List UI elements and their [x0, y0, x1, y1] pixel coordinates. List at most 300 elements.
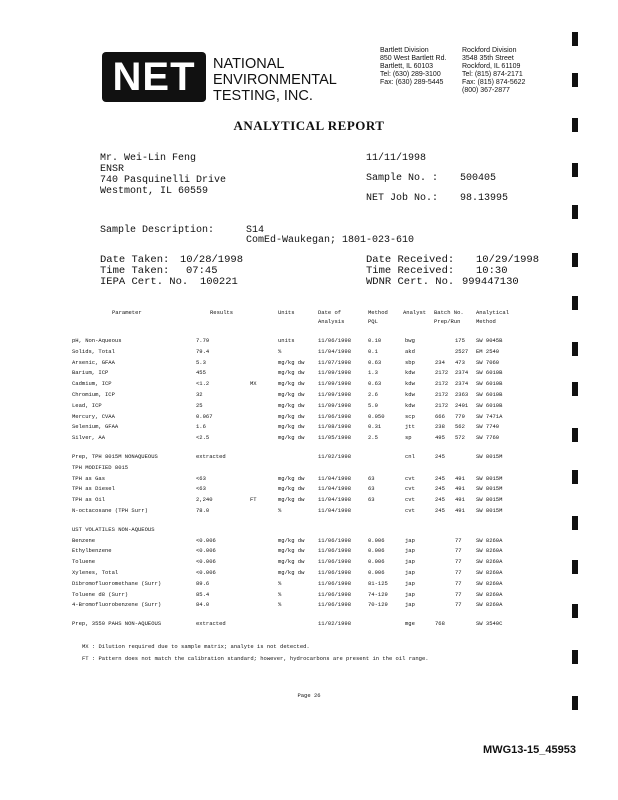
row-units: mg/kg dw	[278, 474, 305, 482]
row-parameter: N-octacosane (TPH Surr)	[72, 507, 148, 514]
note-mx: MX : Dilution required due to sample matrix; analyte is not detected.	[82, 643, 310, 650]
table-row	[0, 526, 618, 536]
row-units: mg/kg dw	[278, 485, 305, 493]
row-method: SW 8260A	[476, 579, 503, 587]
row-date: 11/04/1998	[318, 485, 352, 493]
row-result: <1.2	[196, 380, 210, 388]
row-units: %	[278, 507, 282, 514]
table-row	[0, 475, 618, 485]
row-parameter: Chromium, ICP	[72, 391, 115, 398]
row-batch-run: 572	[455, 434, 465, 442]
row-date: 11/06/1998	[318, 412, 352, 420]
row-result: 89.6	[196, 579, 210, 587]
row-result: <63	[196, 474, 206, 482]
row-units: mg/kg dw	[278, 391, 305, 398]
row-result: <0.006	[196, 558, 216, 566]
wdnr-label: WDNR Cert. No.	[366, 276, 455, 288]
row-batch-run: 562	[455, 423, 465, 431]
sample-no-label: Sample No. :	[366, 173, 439, 184]
row-analyst: scp	[405, 412, 415, 420]
row-analyst: cvt	[405, 474, 415, 482]
row-pql: 63	[368, 485, 375, 493]
row-result: <63	[196, 485, 206, 493]
bartlett-line: Tel: (630) 289-3100	[380, 71, 441, 78]
row-batch-prep: 666	[435, 412, 445, 420]
row-batch-prep: 245	[435, 507, 445, 514]
row-date: 11/07/1998	[318, 358, 352, 366]
row-units: %	[278, 590, 282, 598]
row-method: SW 8260A	[476, 569, 503, 576]
row-batch-run: 491	[455, 485, 465, 493]
row-units: mg/kg dw	[278, 423, 305, 431]
row-method: EM 2540	[476, 347, 500, 355]
row-method: SW 8260A	[476, 590, 503, 598]
row-result: 1.6	[196, 423, 206, 431]
edge-mark	[572, 253, 578, 267]
row-method: SW 6010B	[476, 369, 503, 377]
wdnr-cert: 999447130	[462, 276, 519, 288]
row-pql: 70-129	[368, 601, 388, 609]
edge-mark	[572, 604, 578, 618]
row-analyst: kdw	[405, 391, 415, 398]
table-row	[0, 369, 618, 379]
row-batch-prep: 238	[435, 423, 445, 431]
row-method: SW 9045B	[476, 337, 503, 344]
bartlett-address	[380, 47, 446, 87]
table-row	[0, 413, 618, 423]
job-no: 98.13995	[460, 193, 509, 204]
row-analyst: sbp	[405, 358, 415, 366]
col-date-line2: Analysis	[318, 318, 345, 325]
row-pql: 0.050	[368, 412, 385, 420]
table-row	[0, 569, 618, 579]
row-parameter: pH, Non-Aqueous	[72, 337, 122, 344]
table-row	[0, 558, 618, 568]
table-row	[0, 380, 618, 390]
col-parameter: Parameter	[112, 309, 142, 316]
row-parameter: Prep, TPH 8015M NONAQUEOUS	[72, 453, 158, 460]
row-parameter: Ethylbenzene	[72, 547, 112, 555]
company-line-1: NATIONAL	[213, 56, 285, 72]
row-batch-run: 175	[455, 337, 465, 344]
row-pql: 0.006	[368, 547, 385, 555]
row-method: SW 8260A	[476, 547, 503, 555]
row-pql: 74-129	[368, 590, 388, 598]
col-method-line1: Method	[368, 309, 388, 316]
row-parameter: Solids, Total	[72, 347, 115, 355]
bartlett-line: Bartlett, IL 60103	[380, 63, 434, 70]
bartlett-line: Fax: (630) 289-5445	[380, 79, 444, 86]
row-result: 78.0	[196, 507, 210, 514]
rockford-line: Tel: (815) 874-2171	[462, 71, 523, 78]
rockford-line: 3548 35th Street	[462, 55, 514, 62]
row-result: 79.4	[196, 347, 210, 355]
row-batch-run: 2527	[455, 347, 469, 355]
row-method: SW 8260A	[476, 601, 503, 609]
row-batch-run: 77	[455, 579, 462, 587]
row-result: 455	[196, 369, 206, 377]
iepa-cert: 100221	[200, 276, 238, 288]
row-analyst: jap	[405, 536, 415, 544]
row-parameter: Dibromofluoromethane (Surr)	[72, 579, 162, 587]
row-parameter: TPH as Oil	[72, 496, 106, 504]
col-date-line1: Date of	[318, 309, 342, 316]
row-result: <0.006	[196, 536, 216, 544]
row-batch-prep: 245	[435, 453, 445, 460]
row-batch-run: 77	[455, 569, 462, 576]
row-date: 11/05/1998	[318, 434, 352, 442]
row-units: mg/kg dw	[278, 369, 305, 377]
row-method: SW 8015M	[476, 507, 503, 514]
row-batch-run: 2374	[455, 380, 469, 388]
col-batch-line2: Prep/Run	[434, 318, 461, 325]
row-parameter: TPH MODIFIED 8015	[72, 463, 129, 471]
row-pql: 0.10	[368, 337, 382, 344]
row-analyst: jap	[405, 569, 415, 576]
row-batch-prep: 2172	[435, 380, 449, 388]
edge-mark	[572, 32, 578, 46]
bartlett-line: 850 West Bartlett Rd.	[380, 55, 447, 62]
row-date: 11/06/1998	[318, 590, 352, 598]
edge-mark	[572, 428, 578, 442]
row-batch-run: 77	[455, 558, 462, 566]
row-batch-run: 77	[455, 590, 462, 598]
row-batch-prep: 245	[435, 496, 445, 504]
row-result: 85.4	[196, 590, 210, 598]
row-date: 11/06/1998	[318, 558, 352, 566]
row-batch-run: 491	[455, 507, 465, 514]
row-units: mg/kg dw	[278, 558, 305, 566]
row-date: 11/04/1998	[318, 496, 352, 504]
row-pql: 2.5	[368, 434, 378, 442]
row-analyst: kdw	[405, 380, 415, 388]
row-analyst: mge	[405, 620, 415, 628]
row-date: 11/02/1998	[318, 453, 352, 460]
row-date: 11/06/1998	[318, 579, 352, 587]
row-result: 0.067	[196, 412, 213, 420]
row-analyst: jap	[405, 590, 415, 598]
edge-mark	[572, 296, 578, 310]
row-units: mg/kg dw	[278, 536, 305, 544]
row-method: SW 8260A	[476, 536, 503, 544]
row-units: mg/kg dw	[278, 547, 305, 555]
time-taken: 07:45	[186, 265, 218, 277]
row-units: %	[278, 579, 282, 587]
row-units: mg/kg dw	[278, 401, 305, 409]
row-date: 11/04/1998	[318, 347, 352, 355]
row-analyst: kdw	[405, 369, 415, 377]
row-parameter: Arsenic, GFAA	[72, 358, 115, 366]
row-pql: 0.63	[368, 380, 382, 388]
row-date: 11/06/1998	[318, 547, 352, 555]
edge-mark	[572, 696, 578, 710]
row-parameter: Prep, 3550 PAHS NON-AQUEOUS	[72, 620, 162, 628]
row-analyst: kdw	[405, 401, 415, 409]
row-parameter: TPH as Diesel	[72, 485, 115, 493]
row-batch-run: 2363	[455, 391, 469, 398]
row-analyst: sp	[405, 434, 412, 442]
row-result: 7.79	[196, 337, 210, 344]
row-date: 11/09/1998	[318, 391, 352, 398]
time-received: 10:30	[476, 265, 508, 277]
row-pql: 0.006	[368, 536, 385, 544]
table-row	[0, 485, 618, 495]
sample-desc-1: S14	[246, 225, 265, 236]
col-batch-line1: Batch No.	[434, 309, 464, 316]
table-row	[0, 423, 618, 433]
row-batch-prep: 234	[435, 358, 445, 366]
col-units: Units	[278, 309, 295, 316]
row-method: SW 7760	[476, 434, 500, 442]
row-pql: 5.0	[368, 401, 378, 409]
rockford-line: Rockford, IL 61109	[462, 63, 521, 70]
client-street: 740 Pasquinelli Drive	[100, 175, 227, 186]
table-row	[0, 391, 618, 401]
row-pql: 0.1	[368, 347, 378, 355]
sample-no: 500405	[460, 173, 497, 184]
row-batch-prep: 2172	[435, 391, 449, 398]
row-batch-run: 77	[455, 536, 462, 544]
date-received-label: Date Received:	[366, 254, 455, 266]
row-parameter: Xylenes, Total	[72, 569, 119, 576]
row-parameter: Toluene	[72, 558, 96, 566]
row-result: extracted	[196, 453, 226, 460]
row-parameter: Benzene	[72, 536, 96, 544]
row-method: SW 8015M	[476, 485, 503, 493]
col-analyst: Analyst	[403, 309, 427, 316]
row-analyst: jtt	[405, 423, 415, 431]
row-method: SW 6010B	[476, 391, 503, 398]
row-pql: 1.3	[368, 369, 378, 377]
rockford-address	[462, 47, 525, 95]
row-analyst: cvt	[405, 507, 415, 514]
row-pql: 0.006	[368, 569, 385, 576]
row-date: 11/09/1998	[318, 380, 352, 388]
row-analyst: jap	[405, 558, 415, 566]
col-batch	[434, 308, 464, 326]
row-date: 11/06/1998	[318, 601, 352, 609]
table-row	[0, 591, 618, 601]
company-line-2: ENVIRONMENTAL	[213, 72, 337, 88]
row-method: SW 6010B	[476, 401, 503, 409]
registered-mark: ®	[201, 96, 207, 103]
bartlett-line: Bartlett Division	[380, 47, 429, 54]
row-units: mg/kg dw	[278, 412, 305, 420]
row-batch-run: 2401	[455, 401, 469, 409]
client-company: ENSR	[100, 164, 125, 175]
table-row	[0, 507, 618, 517]
row-analyst: jap	[405, 547, 415, 555]
col-date	[318, 308, 344, 326]
rockford-line: Fax: (815) 874-5622	[462, 79, 526, 86]
row-method: SW 7471A	[476, 412, 503, 420]
date-received: 10/29/1998	[476, 254, 540, 266]
row-batch-run: 2374	[455, 369, 469, 377]
bates-number: MWG13-15_45953	[483, 744, 576, 756]
table-row	[0, 464, 618, 474]
edge-mark	[572, 516, 578, 530]
row-batch-prep: 245	[435, 485, 445, 493]
row-method: SW 6010B	[476, 380, 503, 388]
row-flag: MX	[250, 380, 257, 388]
edge-mark	[572, 382, 578, 396]
row-batch-prep: 2172	[435, 401, 449, 409]
row-method: SW 7060	[476, 358, 500, 366]
row-pql: 0.006	[368, 558, 385, 566]
edge-mark	[572, 650, 578, 664]
row-pql: 63	[368, 474, 375, 482]
row-parameter: Toluene d8 (Surr)	[72, 590, 129, 598]
row-date: 11/02/1998	[318, 620, 352, 628]
col-method-line2: PQL	[368, 318, 378, 325]
table-row	[0, 547, 618, 557]
row-method: SW 3540C	[476, 620, 503, 628]
row-batch-prep: 495	[435, 434, 445, 442]
col-analytical-line1: Analytical	[476, 309, 510, 316]
note-ft: FT : Pattern does not match the calibration standard; however, hydrocarbons are present in the oil range.	[82, 655, 429, 662]
row-parameter: Mercury, CVAA	[72, 412, 115, 420]
row-units: mg/kg dw	[278, 434, 305, 442]
row-analyst: akd	[405, 347, 415, 355]
col-results: Results	[210, 309, 234, 316]
row-method: SW 8260A	[476, 558, 503, 566]
edge-mark	[572, 73, 578, 87]
edge-mark	[572, 163, 578, 177]
edge-mark	[572, 342, 578, 356]
edge-mark	[572, 560, 578, 574]
rockford-line: (800) 367-2877	[462, 87, 510, 94]
row-parameter: Selenium, GFAA	[72, 423, 119, 431]
row-method: SW 8015M	[476, 474, 503, 482]
rockford-line: Rockford Division	[462, 47, 517, 54]
row-date: 11/04/1998	[318, 474, 352, 482]
row-result: <0.006	[196, 569, 216, 576]
row-pql: 0.31	[368, 423, 382, 431]
col-method	[368, 308, 388, 326]
table-row	[0, 601, 618, 611]
row-result: <2.5	[196, 434, 210, 442]
row-flag: FT	[250, 496, 257, 504]
row-date: 11/06/1998	[318, 536, 352, 544]
time-received-label: Time Received:	[366, 265, 455, 277]
row-result: 25	[196, 401, 203, 409]
row-batch-prep: 768	[435, 620, 445, 628]
row-units: mg/kg dw	[278, 358, 305, 366]
job-no-label: NET Job No.:	[366, 193, 439, 204]
row-date: 11/04/1998	[318, 507, 352, 514]
company-line-3: TESTING, INC.	[213, 88, 313, 104]
net-logo: NET	[102, 52, 206, 102]
table-row	[0, 348, 618, 358]
page-number: Page 26	[297, 692, 321, 699]
row-pql: 2.6	[368, 391, 378, 398]
row-result: <0.006	[196, 547, 216, 555]
report-title: ANALYTICAL REPORT	[233, 118, 385, 133]
table-row	[0, 537, 618, 547]
col-analytical	[476, 308, 509, 326]
report-date: 11/11/1998	[366, 153, 427, 164]
row-batch-prep: 245	[435, 474, 445, 482]
table-row	[0, 402, 618, 412]
row-pql: 63	[368, 496, 375, 504]
sample-desc-label: Sample Description:	[100, 225, 215, 236]
row-batch-run: 473	[455, 358, 465, 366]
table-row	[0, 434, 618, 444]
sample-desc-2: ComEd-Waukegan; 1801-023-610	[246, 235, 415, 246]
row-method: SW 7740	[476, 423, 500, 431]
company-name	[201, 56, 337, 104]
row-units: mg/kg dw	[278, 380, 305, 388]
row-batch-run: 77	[455, 547, 462, 555]
row-analyst: jap	[405, 579, 415, 587]
row-units: %	[278, 347, 282, 355]
table-row	[0, 359, 618, 369]
row-units: mg/kg dw	[278, 496, 305, 504]
row-date: 11/06/1998	[318, 569, 352, 576]
row-date: 11/09/1998	[318, 401, 352, 409]
client-name: Mr. Wei-Lin Feng	[100, 153, 197, 164]
iepa-label: IEPA Cert. No.	[100, 276, 189, 288]
row-batch-run: 77	[455, 601, 462, 609]
row-batch-run: 779	[455, 412, 465, 420]
row-result: 2,240	[196, 496, 213, 504]
row-method: SW 8015M	[476, 496, 503, 504]
row-date: 11/08/1998	[318, 423, 352, 431]
row-analyst: jap	[405, 601, 415, 609]
row-pql: 0.63	[368, 358, 382, 366]
table-row	[0, 453, 618, 463]
row-analyst: cvt	[405, 496, 415, 504]
row-method: SW 8015M	[476, 453, 503, 460]
row-parameter: Lead, ICP	[72, 401, 102, 409]
row-batch-run: 491	[455, 474, 465, 482]
row-result: 5.3	[196, 358, 206, 366]
row-parameter: TPH as Gas	[72, 474, 106, 482]
row-units: %	[278, 601, 282, 609]
col-analytical-line2: Method	[476, 318, 496, 325]
date-taken-label: Date Taken:	[100, 254, 170, 266]
row-pql: 81-125	[368, 579, 388, 587]
row-result: 32	[196, 391, 203, 398]
row-date: 11/09/1998	[318, 369, 352, 377]
table-row	[0, 337, 618, 347]
row-analyst: cvt	[405, 485, 415, 493]
table-row	[0, 496, 618, 506]
row-units: mg/kg dw	[278, 569, 305, 576]
row-batch-run: 491	[455, 496, 465, 504]
row-parameter: Cadmium, ICP	[72, 380, 112, 388]
row-parameter: Barium, ICP	[72, 369, 109, 377]
row-analyst: cnl	[405, 453, 415, 460]
row-result: extracted	[196, 620, 226, 628]
row-result: 84.0	[196, 601, 210, 609]
row-analyst: bwg	[405, 337, 415, 344]
client-city: Westmont, IL 60559	[100, 186, 209, 197]
row-parameter: Silver, AA	[72, 434, 106, 442]
edge-mark	[572, 470, 578, 484]
row-units: units	[278, 337, 295, 344]
table-row	[0, 620, 618, 630]
edge-mark	[572, 205, 578, 219]
row-batch-prep: 2172	[435, 369, 449, 377]
edge-mark	[572, 118, 578, 132]
row-parameter: 4-Bromofluorobenzene (Surr)	[72, 601, 162, 609]
row-date: 11/06/1998	[318, 337, 352, 344]
table-row	[0, 580, 618, 590]
time-taken-label: Time Taken:	[100, 265, 170, 277]
row-parameter: UST VOLATILES NON-AQUEOUS	[72, 525, 155, 533]
date-taken: 10/28/1998	[180, 254, 244, 266]
